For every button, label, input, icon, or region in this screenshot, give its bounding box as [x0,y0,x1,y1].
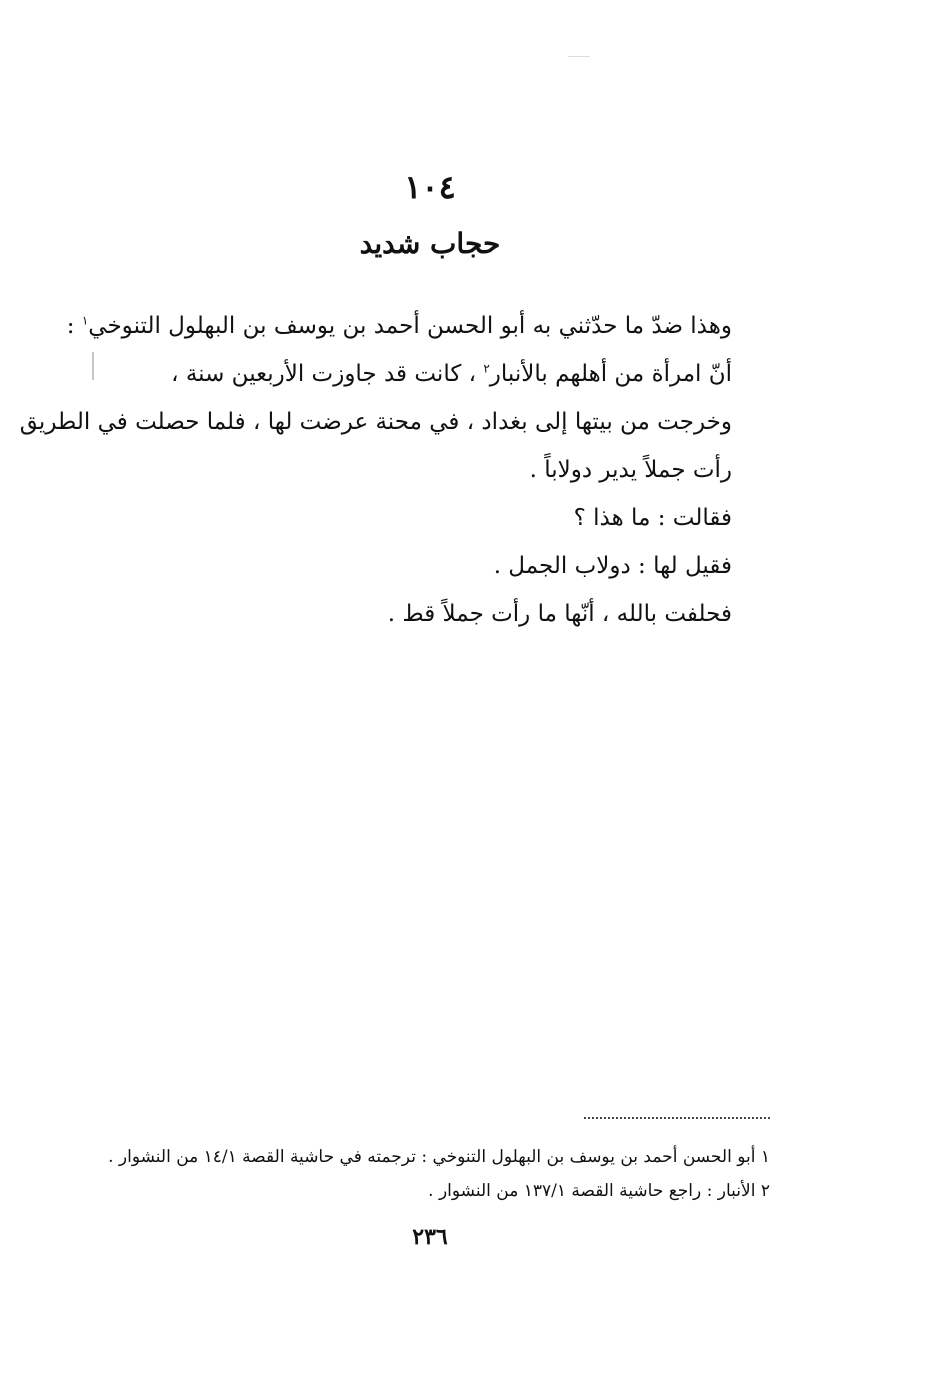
page-number: ٢٣٦ [412,1224,448,1250]
story-body [19,302,732,638]
footnote-separator [584,1117,770,1119]
story-title: حجاب شديد [359,227,501,260]
body-line-text: أنّ امرأة من أهلهم بالأنبار [489,361,732,387]
footnote [90,1140,770,1174]
footnote-text: الأنبار : راجع حاشية القصة ١٣٧/١ من النشوار . [428,1181,756,1201]
body-line: فقيل لها : دولاب الجمل . [493,553,732,579]
body-line-text: ، كانت قد جاوزت الأربعين سنة ، [171,361,477,387]
footnotes [90,1140,770,1208]
footnote-ref: ١ [81,313,89,328]
body-line [92,350,732,398]
body-line-text: وهذا ضدّ ما حدّثني به أبو الحسن أحمد بن يوسف بن البهلول التنوخي [88,313,732,339]
footnote [90,1174,770,1208]
scan-artifact [568,56,590,57]
body-line [66,302,732,350]
story-number: ١٠٤ [404,168,456,206]
footnote-marker: ١ [760,1147,770,1167]
footnote-text: أبو الحسن أحمد بن يوسف بن البهلول التنوخي : ترجمته في حاشية القصة ١٤/١ من النشوار . [108,1147,756,1167]
body-line: رأت جملاً يدير دولاباً . [529,457,732,483]
footnote-ref: ٢ [483,361,490,376]
body-line-punct: : [66,313,82,339]
body-line: فقالت : ما هذا ؟ [573,505,732,531]
footnote-marker: ٢ [760,1181,770,1201]
body-line: وخرجت من بيتها إلى بغداد ، في محنة عرضت لها ، فلما حصلت في الطريق [19,409,732,435]
body-line: فحلفت بالله ، أنّها ما رأت جملاً قط . [387,601,732,627]
